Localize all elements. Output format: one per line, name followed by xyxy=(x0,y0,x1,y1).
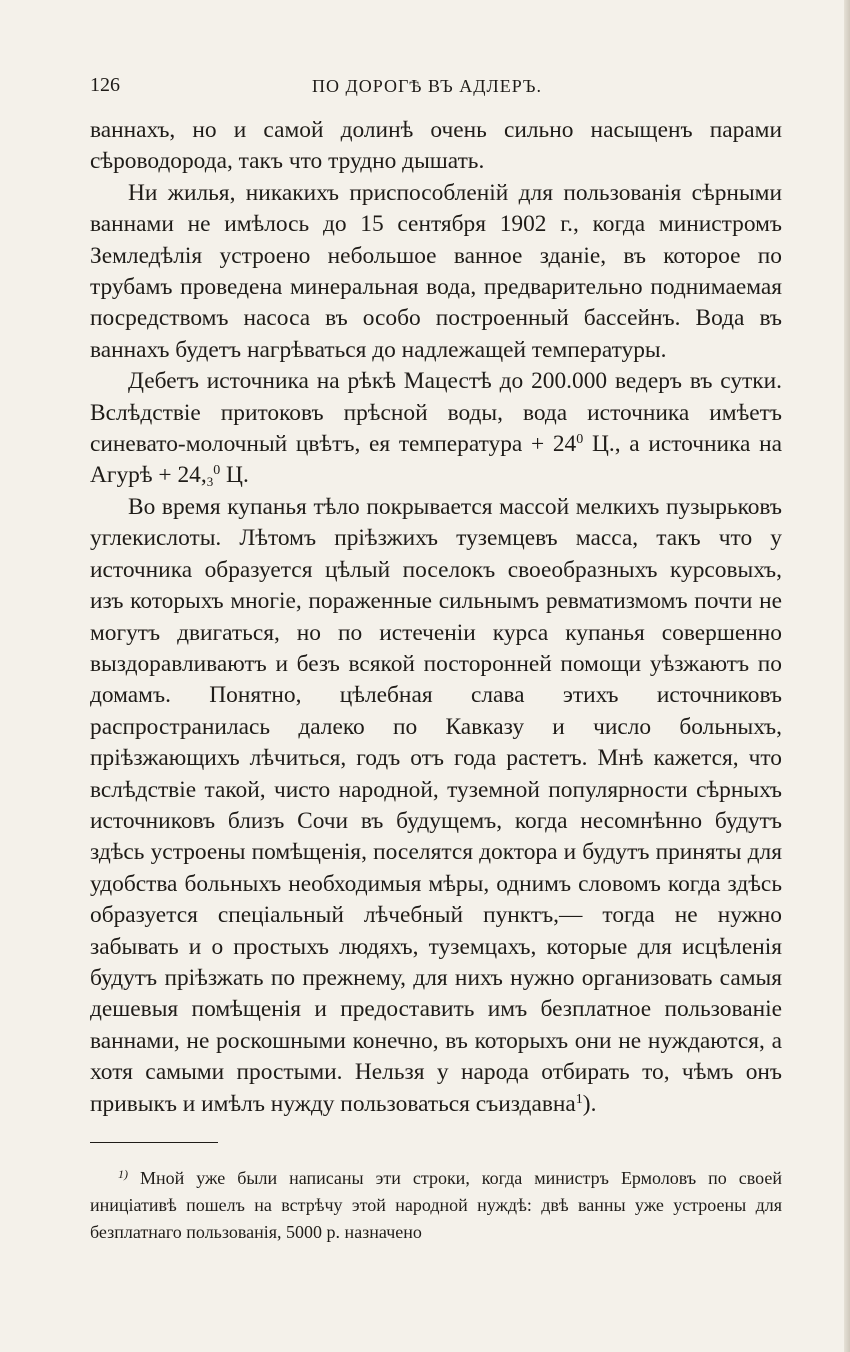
paragraph-1: ваннахъ, но и самой долинѣ очень сильно насыщенъ парами сѣроводорода, такъ что трудно дышать. xyxy=(90,117,782,175)
footnote-reference: 1 xyxy=(575,1091,583,1107)
footnote-divider xyxy=(90,1142,218,1143)
paragraph-4 xyxy=(90,492,782,1120)
paragraph-3 xyxy=(90,366,782,492)
subscript-digit: 3 xyxy=(206,474,214,490)
page-number: 126 xyxy=(90,74,120,96)
body-text xyxy=(90,115,782,1120)
degree-mark: 0 xyxy=(213,463,221,479)
footnote-mark: 1) xyxy=(118,1167,128,1181)
degree-mark: 0 xyxy=(576,432,584,448)
scan-page-edge xyxy=(844,0,850,1352)
paragraph-3-text-a: Дебетъ источника на рѣкѣ Мацестѣ до 200.000 ведеръ въ сутки. Вслѣдствіе притоковъ прѣсной воды, вода источника имѣетъ синевато-молочный цвѣтъ, ея температура + 24 xyxy=(90,368,782,458)
paragraph-4-tail: ). xyxy=(582,1090,597,1117)
paragraph-3-text-b: Ц., а источника на Агурѣ + 24, xyxy=(90,431,783,489)
footnote xyxy=(90,1161,782,1246)
page-header xyxy=(90,72,782,102)
paragraph-2: Ни жилья, никакихъ приспособленій для пользованія сѣрными ваннами не имѣлось до 15 сентября 1902 г., когда министромъ Земледѣлія устроено небольшое ванное зданіе, въ которое по трубамъ проведена минеральная вода, предварительно поднимаемая посредствомъ насоса въ особо построенный бассейнъ. Вода въ ваннахъ будетъ нагрѣваться до надлежащей температуры. xyxy=(90,179,782,363)
running-title: ПО ДОРОГѢ ВЪ АДЛЕРЪ. xyxy=(312,76,542,96)
paragraph-4-text: Во время купанья тѣло покрывается массой мелкихъ пузырьковъ углекислоты. Лѣтомъ пріѣзжихъ туземцевъ масса, такъ что у источника образуется цѣлый поселокъ своеобразныхъ курсовыхъ, изъ которыхъ многіе, пораженные сильнымъ ревматизмомъ почти не могутъ двигаться, но по истеченіи курса купанья совершенно выздоравливаютъ и безъ всякой посторонней помощи уѣзжаютъ по домамъ. Понятно, цѣлебная слава этихъ источниковъ распространилась далеко по Кавказу и число больныхъ, пріѣзжающихъ лѣчиться, годъ отъ года растетъ. Мнѣ кажется, что вслѣдствіе такой, чисто народной, туземной популярности сѣрныхъ источниковъ близъ Сочи въ будущемъ, когда несомнѣнно будутъ здѣсь устроены помѣщенія, поселятся доктора и будутъ приняты для удобства больныхъ необходимыя мѣры, однимъ словомъ когда здѣсь образуется спеціальный лѣчебный пунктъ,— тогда не нужно забывать и о простыхъ людяхъ, туземцахъ, которые для исцѣленія будутъ пріѣзжать по прежнему, для нихъ нужно организовать самыя дешевыя помѣщенія и предоставить имъ безплатное пользованіе ваннами, не роскошными конечно, въ которыхъ они не нуждаются, а хотя самыми простыми. Нельзя у народа отбирать то, чѣмъ онъ привыкъ и имѣлъ нужду пользоваться съиздавна xyxy=(90,493,782,1117)
book-page xyxy=(90,72,782,1246)
paragraph-3-text-c: Ц. xyxy=(220,462,249,489)
footnote-text: Мной уже были написаны эти строки, когда министръ Ермоловъ по своей иниціативѣ пошелъ на встрѣчу этой народной нуждѣ: двѣ ванны уже устроены для безплатнаго пользованія, 5000 р. назначено xyxy=(90,1168,782,1242)
